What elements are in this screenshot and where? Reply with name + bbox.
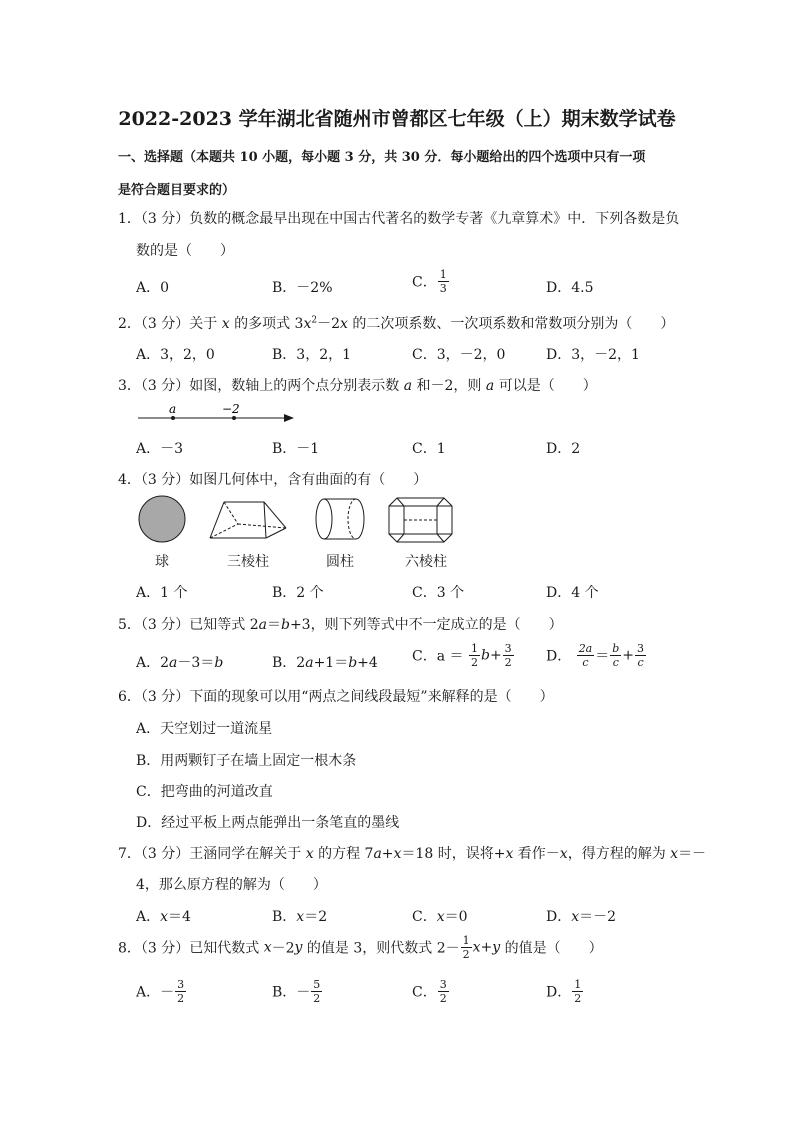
- q1-option-d: D．4.5: [546, 280, 594, 296]
- q6-option-d: D．经过平板上两点能弹出一条笔直的墨线: [136, 815, 400, 831]
- q2-stem: 2．（3 分）关于 x 的多项式 $3x^2-2x$ 的二次项系数、一次项系数和常数项分别为（ ）: [118, 315, 675, 332]
- shape-label-cylinder: 圆柱: [326, 554, 354, 570]
- q4-option-b: B．2 个: [272, 585, 324, 601]
- q3-option-d: D．2: [546, 441, 581, 457]
- q1-stem-line2: 数的是（ ）: [136, 243, 234, 259]
- q3-stem: 3．（3 分）如图，数轴上的两个点分别表示数 a 和－2，则 a 可以是（ ）: [118, 378, 597, 394]
- q8-option-c: C． $\frac{3}{2}$: [412, 978, 447, 1005]
- q2-option-b: B．3，2，1: [272, 347, 352, 363]
- sphere-shape: [139, 496, 185, 542]
- point-minus-2: [232, 416, 236, 420]
- q7-stem-line1: 7．（3 分）王涵同学在解关于 x 的方程 7a+x＝18 时，误将+x 看作－x，得方程的解为 x＝－: [118, 846, 707, 862]
- section-heading-line1: 一、选择题（本题共 10 小题，每小题 3 分，共 30 分．每小题给出的四个选项中只有一项: [118, 150, 646, 165]
- label-minus-2: −2: [222, 402, 240, 416]
- q5-option-a: A．2a－3＝b: [136, 655, 224, 671]
- number-line-figure: [136, 400, 301, 426]
- page-title: 2022-2023 学年湖北省随州市曾都区七年级（上）期末数学试卷: [118, 108, 676, 130]
- q1-option-c: C． $\frac{1}{3}$: [412, 268, 447, 295]
- solids-figure: [134, 494, 474, 546]
- q2-option-d: D．3，－2，1: [546, 347, 640, 363]
- q7-option-d: D．x＝－2: [546, 909, 617, 925]
- q8-stem: 8．（3 分）已知代数式 x－2y 的值是 3，则代数式 2－ $\frac{1}{2}$ x+y 的值是（ ）: [118, 934, 603, 961]
- hexagonal-prism-shape: [389, 498, 452, 542]
- q6-option-a: A．天空划过一道流星: [136, 721, 273, 737]
- q1-option-b: B．－2%: [272, 280, 333, 296]
- triangular-prism-shape: [210, 502, 286, 538]
- point-a: [171, 416, 175, 420]
- q2-option-a: A．3，2，0: [136, 347, 215, 363]
- q2-option-c: C．3，－2，0: [412, 347, 506, 363]
- q3-option-a: A．－3: [136, 441, 184, 457]
- q6-option-c: C．把弯曲的河道改直: [136, 784, 273, 800]
- q1-stem-line1: 1．（3 分）负数的概念最早出现在中国古代著名的数学专著《九章算术》中．下列各数是负: [118, 211, 680, 227]
- q7-stem-line2: 4，那么原方程的解为（ ）: [136, 877, 327, 893]
- shape-label-sphere: 球: [155, 554, 169, 570]
- q5-option-b: B．2a+1＝b+4: [272, 655, 378, 671]
- q8-option-d: D． $\frac{1}{2}$: [546, 978, 582, 1005]
- q4-option-a: A．1 个: [136, 585, 188, 601]
- q7-option-b: B．x＝2: [272, 909, 328, 925]
- q5-stem: 5．（3 分）已知等式 2a＝b+3，则下列等式中不一定成立的是（ ）: [118, 617, 563, 633]
- shape-label-hexagonal-prism: 六棱柱: [405, 554, 447, 570]
- q6-option-b: B．用两颗钉子在墙上固定一根木条: [136, 753, 357, 769]
- number-line-arrow: [284, 414, 294, 422]
- q7-option-c: C．x＝0: [412, 909, 468, 925]
- q3-option-c: C．1: [412, 441, 446, 457]
- cylinder-shape: [316, 499, 364, 539]
- q3-option-b: B．－1: [272, 441, 320, 457]
- shape-label-triangular-prism: 三棱柱: [227, 554, 269, 570]
- q7-option-a: A．x＝4: [136, 909, 191, 925]
- q6-stem: 6．（3 分）下面的现象可以用“两点之间线段最短”来解释的是（ ）: [118, 689, 554, 705]
- q5-option-d: D． $\frac{2a}{c}$ ＝ $\frac{b}{c}$ + $\frac{3}{c}$: [546, 642, 645, 669]
- q4-stem: 4．（3 分）如图几何体中，含有曲面的有（ ）: [118, 472, 428, 488]
- label-a: a: [169, 402, 177, 416]
- q8-option-b: B．－ $\frac{5}{2}$: [272, 978, 321, 1005]
- section-heading-line2: 是符合题目要求的）: [118, 183, 236, 198]
- q8-option-a: A．－ $\frac{3}{2}$: [136, 978, 185, 1005]
- q1-option-a: A．0: [136, 280, 170, 296]
- q5-option-c: C．a ＝ $\frac{1}{2}$ b+ $\frac{3}{2}$: [412, 642, 512, 669]
- q4-option-d: D．4 个: [546, 585, 599, 601]
- q4-option-c: C．3 个: [412, 585, 465, 601]
